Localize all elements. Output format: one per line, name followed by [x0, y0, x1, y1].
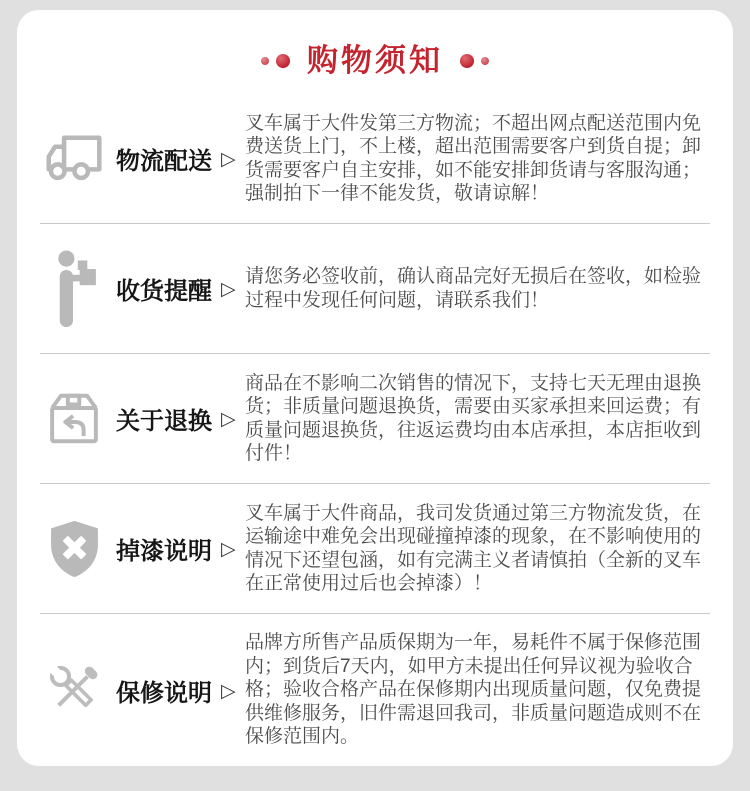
triangle-right-icon: ▷: [221, 409, 236, 430]
section-body: 品牌方所售产品质保期为一年，易耗件不属于保修范围内；到货后7天内，如甲方未提出任何异议视为验收合格；验收合格产品在保修期内出现质量问题，仅免费提供维修服务，旧件需退回我司，非质量问题造成则不在保修范围内。: [245, 632, 702, 748]
page-title: 购物须知: [307, 43, 443, 78]
section-title: 关于退换: [116, 408, 212, 435]
right-dots-decoration: [460, 54, 489, 68]
dot-large-icon: [276, 54, 290, 68]
return-box-icon: [45, 391, 103, 446]
left-dots-decoration: [261, 54, 290, 68]
section-title: 掉漆说明: [116, 538, 212, 565]
section-body: 商品在不影响二次销售的情况下，支持七天无理由退换货；非质量问题退换货，需要由买家承担来回运费；有质量问题退换货，往返运费均由本店承担，本店拒收到付件！: [245, 372, 702, 464]
section-warranty: [17, 614, 733, 766]
triangle-right-icon: ▷: [221, 149, 236, 170]
section-title: 收货提醒: [116, 278, 212, 305]
dot-small-icon: [261, 57, 269, 65]
dot-small-icon: [481, 57, 489, 65]
section-warranty-heading: [45, 663, 245, 717]
section-body: 叉车属于大件商品，我司发货通过第三方物流发货，在运输途中难免会出现碰撞掉漆的现象，在不影响使用的情况下还望包涵，如有完满主义者请慎拍（全新的叉车在正常使用过后也会掉漆）！: [245, 502, 702, 594]
triangle-right-icon: ▷: [221, 539, 236, 560]
dot-large-icon: [460, 54, 474, 68]
notice-header: [17, 10, 733, 94]
tools-icon: [45, 663, 103, 717]
section-shipping-heading: [45, 135, 245, 182]
section-receipt: [17, 224, 733, 353]
section-body: 请您务必签收前，确认商品完好无损后在签收，如检验过程中发现任何问题，请联系我们！: [245, 266, 702, 311]
section-returns: [17, 354, 733, 483]
section-paint-heading: [45, 519, 245, 579]
section-title: 保修说明: [116, 679, 212, 707]
triangle-right-icon: ▷: [221, 279, 236, 300]
triangle-right-icon: ▷: [221, 680, 236, 702]
person-receiving-icon: [45, 250, 103, 328]
notice-card: [17, 10, 733, 766]
section-title: 物流配送: [116, 148, 212, 175]
section-paint: [17, 484, 733, 613]
section-body: 叉车属于大件发第三方物流；不超出网点配送范围内免费送货上门，不上楼，超出范围需要客户到货自提；卸货需要客户自主安排，如不能安排卸货请与客服沟通；强制拍下一律不能发货，敬请谅解！: [245, 112, 702, 204]
section-shipping: [17, 94, 733, 223]
section-receipt-heading: [45, 250, 245, 328]
shield-x-icon: [45, 519, 103, 579]
truck-icon: [45, 135, 103, 182]
section-returns-heading: [45, 391, 245, 446]
